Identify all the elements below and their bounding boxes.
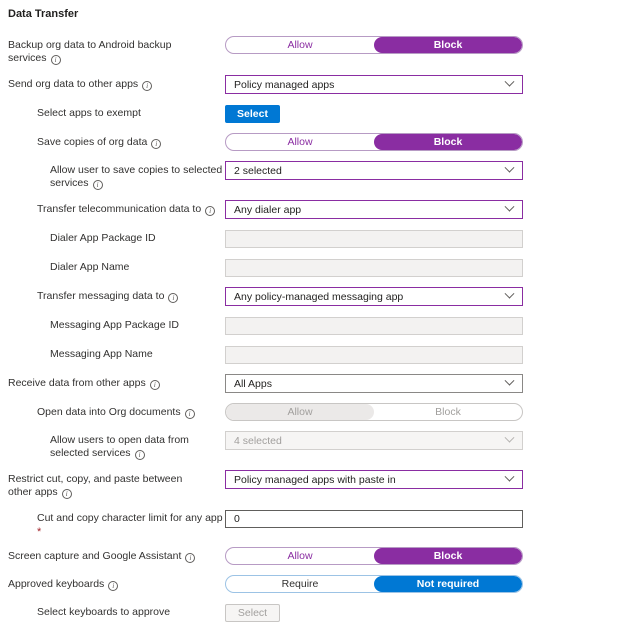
dropdown-value: Any policy-managed messaging app (234, 290, 404, 303)
allow-option[interactable]: Allow (287, 136, 313, 148)
setting-label: Messaging App Name (50, 348, 153, 360)
dialer-app-package-id-input (225, 230, 523, 248)
transfer-messaging-dropdown[interactable] (225, 287, 523, 306)
dropdown-value: Any dialer app (234, 203, 302, 216)
dropdown-value: All Apps (234, 377, 272, 390)
transfer-telecom-dropdown[interactable] (225, 200, 523, 219)
allow-option[interactable]: Allow (287, 550, 313, 562)
chevron-down-icon (505, 202, 515, 212)
info-icon[interactable]: i (168, 293, 178, 303)
info-icon[interactable]: i (185, 409, 195, 419)
messaging-app-package-id-input (225, 317, 523, 335)
chevron-down-icon (505, 77, 515, 87)
section-title: Data Transfer (8, 8, 79, 20)
row-open-data-org-docs (8, 403, 624, 421)
setting-label: Dialer App Name (50, 261, 130, 273)
row-receive-data (8, 374, 624, 393)
info-icon[interactable]: i (185, 553, 195, 563)
setting-label: Open data into Org documents i (8, 403, 225, 419)
setting-label: Send org data to other apps i (8, 75, 225, 91)
open-data-services-dropdown (225, 431, 523, 450)
setting-label: Save copies of org data i (8, 133, 225, 149)
info-icon[interactable]: i (108, 581, 118, 591)
info-icon[interactable]: i (93, 180, 103, 190)
row-select-apps-to-exempt (8, 104, 624, 123)
chevron-down-icon (505, 376, 515, 386)
block-option[interactable]: Block (374, 37, 522, 53)
block-option: Block (435, 406, 461, 418)
required-marker: * (37, 526, 42, 538)
not-required-option[interactable]: Not required (374, 576, 522, 592)
setting-label: Select apps to exempt (37, 107, 141, 119)
row-transfer-messaging (8, 287, 624, 306)
row-restrict-cut-copy-paste (8, 470, 624, 499)
setting-label: Backup org data to Android backup services i (8, 39, 172, 64)
row-approved-keyboards (8, 575, 624, 593)
setting-label: Messaging App Package ID (50, 319, 179, 331)
info-icon[interactable]: i (151, 139, 161, 149)
cut-copy-limit-input[interactable] (225, 510, 523, 528)
setting-label: Cut and copy character limit for any app * (8, 509, 225, 537)
row-backup-org-data (8, 36, 624, 65)
restrict-cut-copy-paste-dropdown[interactable] (225, 470, 523, 489)
info-icon[interactable]: i (135, 450, 145, 460)
row-messaging-package-id (8, 316, 624, 335)
setting-label: Dialer App Package ID (50, 232, 156, 244)
select-apps-to-exempt-button[interactable]: Select (225, 105, 280, 123)
row-dialer-package-id (8, 229, 624, 248)
allow-option: Allow (226, 404, 374, 420)
setting-label: Allow users to open data from selected services i (50, 434, 189, 459)
dropdown-value: Policy managed apps (234, 78, 335, 91)
row-save-copies (8, 133, 624, 151)
save-copies-services-dropdown[interactable] (225, 161, 523, 180)
setting-label: Transfer telecommunication data to i (8, 200, 225, 216)
info-icon[interactable]: i (205, 206, 215, 216)
chevron-down-icon (505, 433, 515, 443)
setting-label: Screen capture and Google Assistant i (8, 547, 225, 563)
row-save-copies-services (8, 161, 624, 190)
save-copies-toggle (225, 133, 523, 151)
require-option[interactable]: Require (281, 578, 319, 590)
setting-label: Transfer messaging data to i (8, 287, 225, 303)
screen-capture-toggle (225, 547, 523, 565)
chevron-down-icon (505, 472, 515, 482)
row-send-org-data (8, 75, 624, 94)
setting-label: Approved keyboards i (8, 575, 225, 591)
row-transfer-telecom (8, 200, 624, 219)
setting-label: Restrict cut, copy, and paste between other apps i (8, 473, 183, 498)
dropdown-value: 4 selected (234, 434, 282, 447)
block-option[interactable]: Block (374, 134, 522, 150)
row-screen-capture (8, 547, 624, 565)
backup-org-data-toggle (225, 36, 523, 54)
receive-data-dropdown[interactable] (225, 374, 523, 393)
block-option[interactable]: Block (374, 548, 522, 564)
chevron-down-icon (505, 163, 515, 173)
setting-label: Allow user to save copies to selected services i (50, 164, 223, 189)
setting-label: Select keyboards to approve (37, 606, 171, 618)
info-icon[interactable]: i (51, 55, 61, 65)
dropdown-value: 2 selected (234, 164, 282, 177)
select-keyboards-button: Select (225, 604, 280, 622)
dialer-app-name-input (225, 259, 523, 277)
info-icon[interactable]: i (150, 380, 160, 390)
row-dialer-name (8, 258, 624, 277)
allow-option[interactable]: Allow (287, 39, 313, 51)
info-icon[interactable]: i (142, 81, 152, 91)
open-data-into-org-docs-toggle (225, 403, 523, 421)
approved-keyboards-toggle (225, 575, 523, 593)
send-org-data-dropdown[interactable] (225, 75, 523, 94)
info-icon[interactable]: i (62, 489, 72, 499)
messaging-app-name-input (225, 346, 523, 364)
setting-label: Receive data from other apps i (8, 374, 225, 390)
row-open-data-services (8, 431, 624, 460)
chevron-down-icon (505, 289, 515, 299)
row-messaging-name (8, 345, 624, 364)
dropdown-value: Policy managed apps with paste in (234, 473, 396, 486)
row-cut-copy-limit (8, 509, 624, 537)
row-select-keyboards (8, 603, 624, 622)
